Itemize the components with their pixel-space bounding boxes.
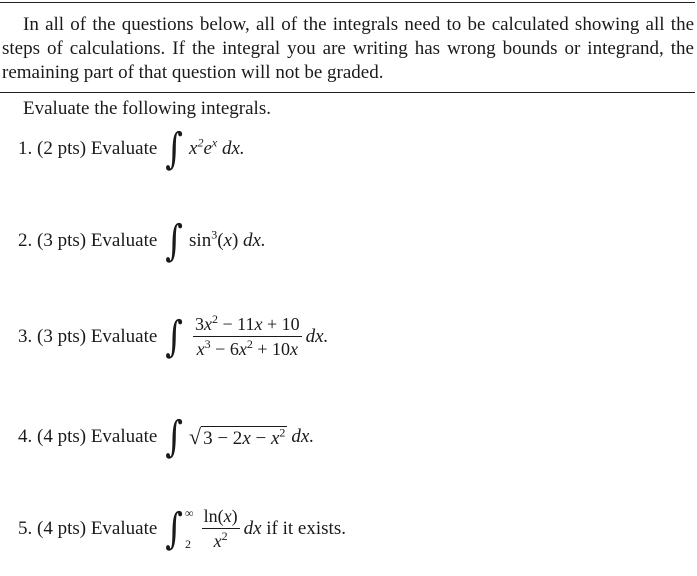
question-5-tail: dx if it exists. <box>243 517 346 539</box>
question-2-integrand: $\sin^3(x)$ dx. <box>189 227 266 251</box>
question-5-numerator: ln(x) <box>202 505 240 529</box>
question-5 <box>18 505 346 552</box>
radical-icon: √ <box>189 423 202 449</box>
question-3 <box>18 313 328 360</box>
question-2-label: 2. (3 pts) Evaluate <box>18 230 158 251</box>
question-1-label: 1. (2 pts) Evaluate <box>18 138 158 159</box>
top-rule <box>0 2 695 3</box>
instructions-paragraph <box>2 13 694 85</box>
lower-bound: 2 <box>185 536 192 551</box>
question-1-integrand: $x^2e^x$ dx. <box>189 135 245 159</box>
question-3-label: 3. (3 pts) Evaluate <box>18 325 158 347</box>
instructions-text: In all of the questions below, all of the integrals need to be calculated showing all the steps of calculations. If the integral you are writing has wrong bounds or integrand, the remaining part of that question will not be graded. <box>2 14 694 83</box>
integral-sign: ∫ <box>165 503 184 554</box>
integral-sign: ∫ <box>165 124 184 174</box>
integral-sign: ∫ <box>165 216 184 266</box>
question-3-denominator: $x^3 - 6x^2 + 10x$ <box>196 337 298 359</box>
question-3-differential: dx. <box>305 325 329 347</box>
question-4-radicand: $3 - 2x - x^2$ <box>203 425 286 449</box>
question-3-fraction <box>193 313 302 360</box>
question-5-denominator: $x^2$ <box>213 529 228 551</box>
question-5-fraction <box>202 505 240 552</box>
integral-sign: ∫ <box>165 412 184 462</box>
question-4 <box>18 412 315 462</box>
section-rule <box>0 92 695 93</box>
upper-bound: ∞ <box>185 505 194 520</box>
intro-text: Evaluate the following integrals. <box>23 98 271 119</box>
question-1 <box>18 124 245 174</box>
question-4-differential: dx. <box>291 426 315 447</box>
question-5-bounds <box>185 506 194 552</box>
question-4-sqrt <box>189 423 287 449</box>
question-2 <box>18 216 266 266</box>
integral-sign: ∫ <box>165 311 184 362</box>
question-5-label: 5. (4 pts) Evaluate <box>18 517 158 539</box>
question-3-numerator: $3x^2 - 11x + 10$ <box>193 313 302 337</box>
question-4-label: 4. (4 pts) Evaluate <box>18 426 158 447</box>
